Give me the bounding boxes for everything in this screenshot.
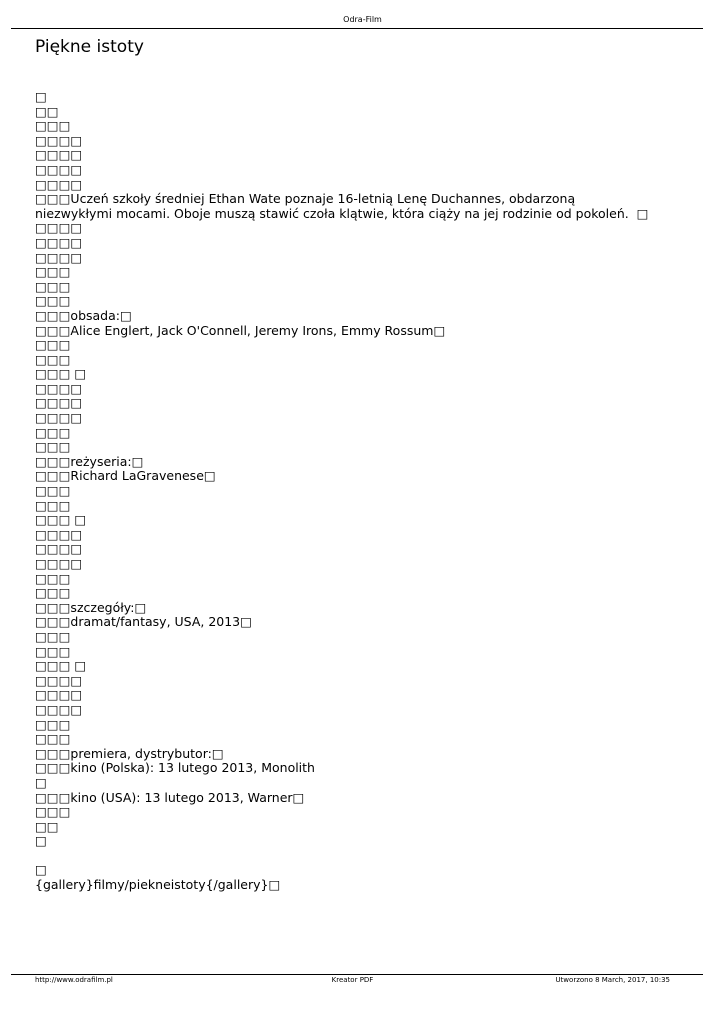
article-line: □□□Uczeń szkoły średniej Ethan Wate poznaje 16-letnią Lenę Duchannes, obdarzoną niezwykłymi mocami. Oboje muszą stawić czoła klątwie, która ciąży na jej rodzinie od pokoleń. □ [35, 191, 649, 221]
article-line: □□□□ [35, 132, 83, 148]
article-line: □□□ [35, 278, 71, 294]
article-line: □□□ [35, 643, 71, 659]
article-line: □□ [35, 818, 59, 834]
article-line: □□□ [35, 351, 71, 367]
article-line: □ [35, 833, 47, 849]
article-line: □□□□ [35, 410, 83, 426]
article-line: □□□ [35, 264, 71, 280]
article-line: □□□ [35, 439, 71, 455]
article-line: □□□ [35, 716, 71, 732]
header-divider [11, 28, 703, 29]
article-line: □□□ □ [35, 512, 87, 528]
footer-divider [11, 974, 703, 975]
article-line: □□□Richard LaGravenese□ [35, 468, 216, 484]
article-line: □ [35, 774, 47, 790]
article-line: □□□ [35, 804, 71, 820]
article-line: □□□kino (USA): 13 lutego 2013, Warner□ [35, 789, 305, 805]
article-line: □□□ [35, 424, 71, 440]
page-title: Piękne istoty [35, 37, 144, 57]
page-footer [35, 976, 670, 986]
article-line: □□□□ [35, 701, 83, 717]
article-line: □□□□ [35, 220, 83, 236]
footer-generator: Kreator PDF [331, 976, 374, 984]
article-line: □□□szczegóły:□ [35, 599, 147, 615]
article-line: □□□□ [35, 234, 83, 250]
footer-created-date: Utworzono 8 March, 2017, 10:35 [555, 976, 670, 984]
article-line [35, 849, 655, 864]
article-line: □□□□ [35, 687, 83, 703]
article-line: □□□ [35, 118, 71, 134]
article-line: □□□ [35, 497, 71, 513]
article-line: □□□kino (Polska): 13 lutego 2013, Monolith [35, 760, 315, 776]
article-line: □□□□ [35, 147, 83, 163]
article-line: □□□Alice Englert, Jack O'Connell, Jeremy Irons, Emmy Rossum□ [35, 322, 446, 338]
article-line: □□□□ [35, 249, 83, 265]
article-line: □□□ [35, 570, 71, 586]
article-line: □□□reżyseria:□ [35, 453, 144, 469]
article-line: □□□ [35, 483, 71, 499]
footer-url[interactable]: http://www.odrafilm.pl [35, 976, 113, 984]
article-line: □□□ [35, 731, 71, 747]
article-line: □□□ [35, 628, 71, 644]
article-line: □□□dramat/fantasy, USA, 2013□ [35, 614, 252, 630]
article-line: □ [35, 862, 47, 878]
article-line: □□□□ [35, 380, 83, 396]
article-line: □□□ □ [35, 366, 87, 382]
article-line: □□□obsada:□ [35, 307, 132, 323]
article-line: □□□□ [35, 161, 83, 177]
article-line: □□□□ [35, 526, 83, 542]
article-line: □□□□ [35, 176, 83, 192]
article-body [35, 90, 655, 893]
article-line: {gallery}filmy/piekneistoty{/gallery}□ [35, 877, 281, 893]
article-line: □ [35, 89, 47, 104]
article-line: □□□□ [35, 556, 83, 571]
page-header: Odra-Film [343, 15, 382, 24]
article-line: □□□ [35, 585, 71, 601]
article-line: □□ [35, 103, 59, 119]
article-line: □□□□ [35, 672, 83, 688]
article-line: □□□ [35, 337, 71, 353]
article-line: □□□ □ [35, 658, 87, 674]
article-line: □□□premiera, dystrybutor:□ [35, 745, 224, 761]
article-line: □□□□ [35, 395, 83, 411]
article-line: □□□ [35, 293, 71, 309]
article-line: □□□□ [35, 541, 83, 557]
